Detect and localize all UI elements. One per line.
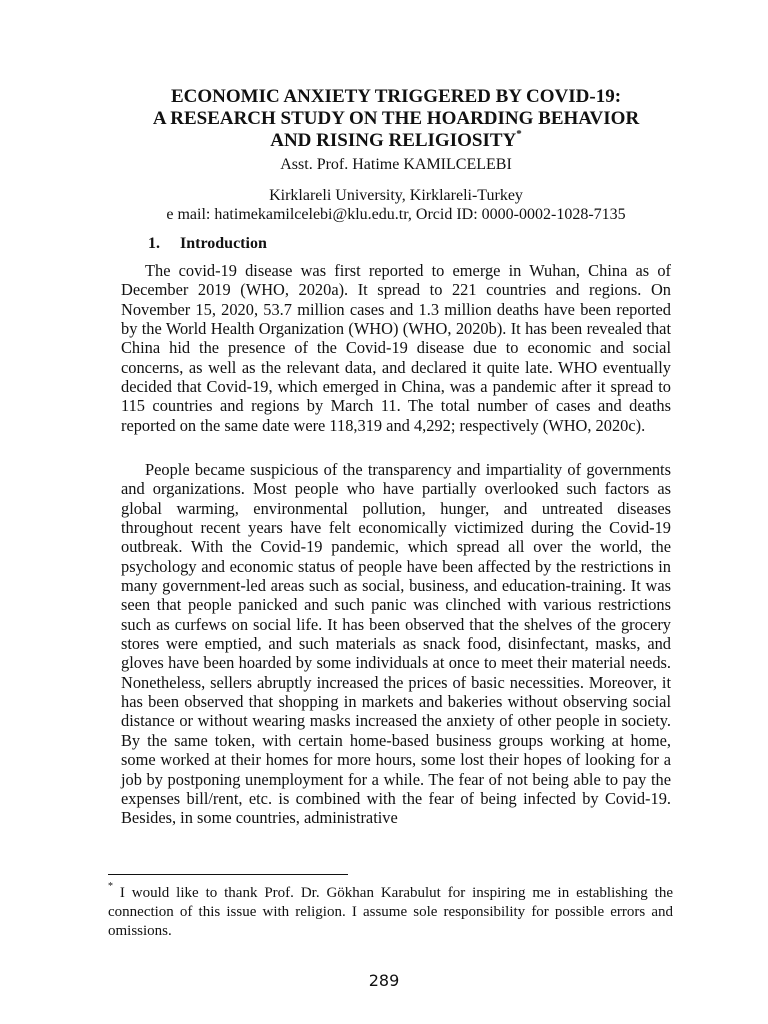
section-heading [148,234,267,254]
section-title: Introduction [180,235,267,252]
title-line-3 [100,127,692,152]
footnote [108,881,673,941]
author-name: Asst. Prof. Hatime KAMILCELEBI [280,156,512,173]
footnote-text: I would like to thank Prof. Dr. Gökhan Karabulut for inspiring me in establishing the connection of this issue with religion. I assume sole responsibility for possible errors and omissions. [108,885,673,939]
page-number: 289 [368,971,400,990]
author-affiliation: Kirklareli University, Kirklareli-Turkey [269,187,523,204]
footnote-divider [108,874,348,875]
title-footnote-marker: * [516,127,522,140]
paper-title [100,86,692,152]
author-contact: e mail: hatimekamilcelebi@klu.edu.tr, Orcid ID: 0000-0002-1028-7135 [166,206,626,223]
body-paragraph-1: The covid-19 disease was first reported to emerge in Wuhan, China as of December 2019 (WHO, 2020a). It spread to 221 countries and regions. On November 15, 2020, 53.7 million cases and 1.3 million deaths have been reported by the World Health Organization (WHO) (WHO, 2020b). It has been revealed that China hid the presence of the Covid-19 disease due to economic and social concerns, as well as the relevant data, and declared it quite late. WHO eventually decided that Covid-19, which emerged in China, was a pandemic after it spread to 115 countries and regions by March 11. The total number of cases and deaths reported on the same date were 118,319 and 4,292; respectively (WHO, 2020c). [121,261,671,435]
title-line-2: A RESEARCH STUDY ON THE HOARDING BEHAVIOR [152,108,640,129]
section-number: 1. [148,235,160,252]
title-line-3-text: AND RISING RELIGIOSITY [270,130,517,151]
title-line-1: ECONOMIC ANXIETY TRIGGERED BY COVID-19: [170,86,622,107]
body-paragraph-2: People became suspicious of the transparency and impartiality of governments and organizations. Most people who have partially overlooked such factors as global warming, environmental pollution, hunger, and untreated diseases throughout recent years have felt economically victimized during the Covid-19 outbreak. With the Covid-19 pandemic, which spread all over the world, the psychology and economic status of people have been affected by the restrictions in many government-led areas such as social, business, and education-training. It was seen that people panicked and such panic was clinched with various restrictions such as curfews on social life. It has been observed that the shelves of the grocery stores were emptied, and such materials as snack food, disinfectant, masks, and gloves have been hoarded by some individuals at once to meet their material needs. Nonetheless, sellers abruptly increased the prices of basic necessities. Moreover, it has been observed that shopping in markets and bakeries without observing social distance or without wearing masks increased the anxiety of other people in society. By the same token, with certain home-based business groups working at home, some worked at their homes for more hours, some lost their hopes of looking for a job by postponing unemployment for a while. The fear of not being able to pay the expenses bill/rent, etc. is combined with the fear of being infected by Covid-19. Besides, in some countries, administrative [121,460,671,828]
footnote-marker: * [108,881,113,892]
